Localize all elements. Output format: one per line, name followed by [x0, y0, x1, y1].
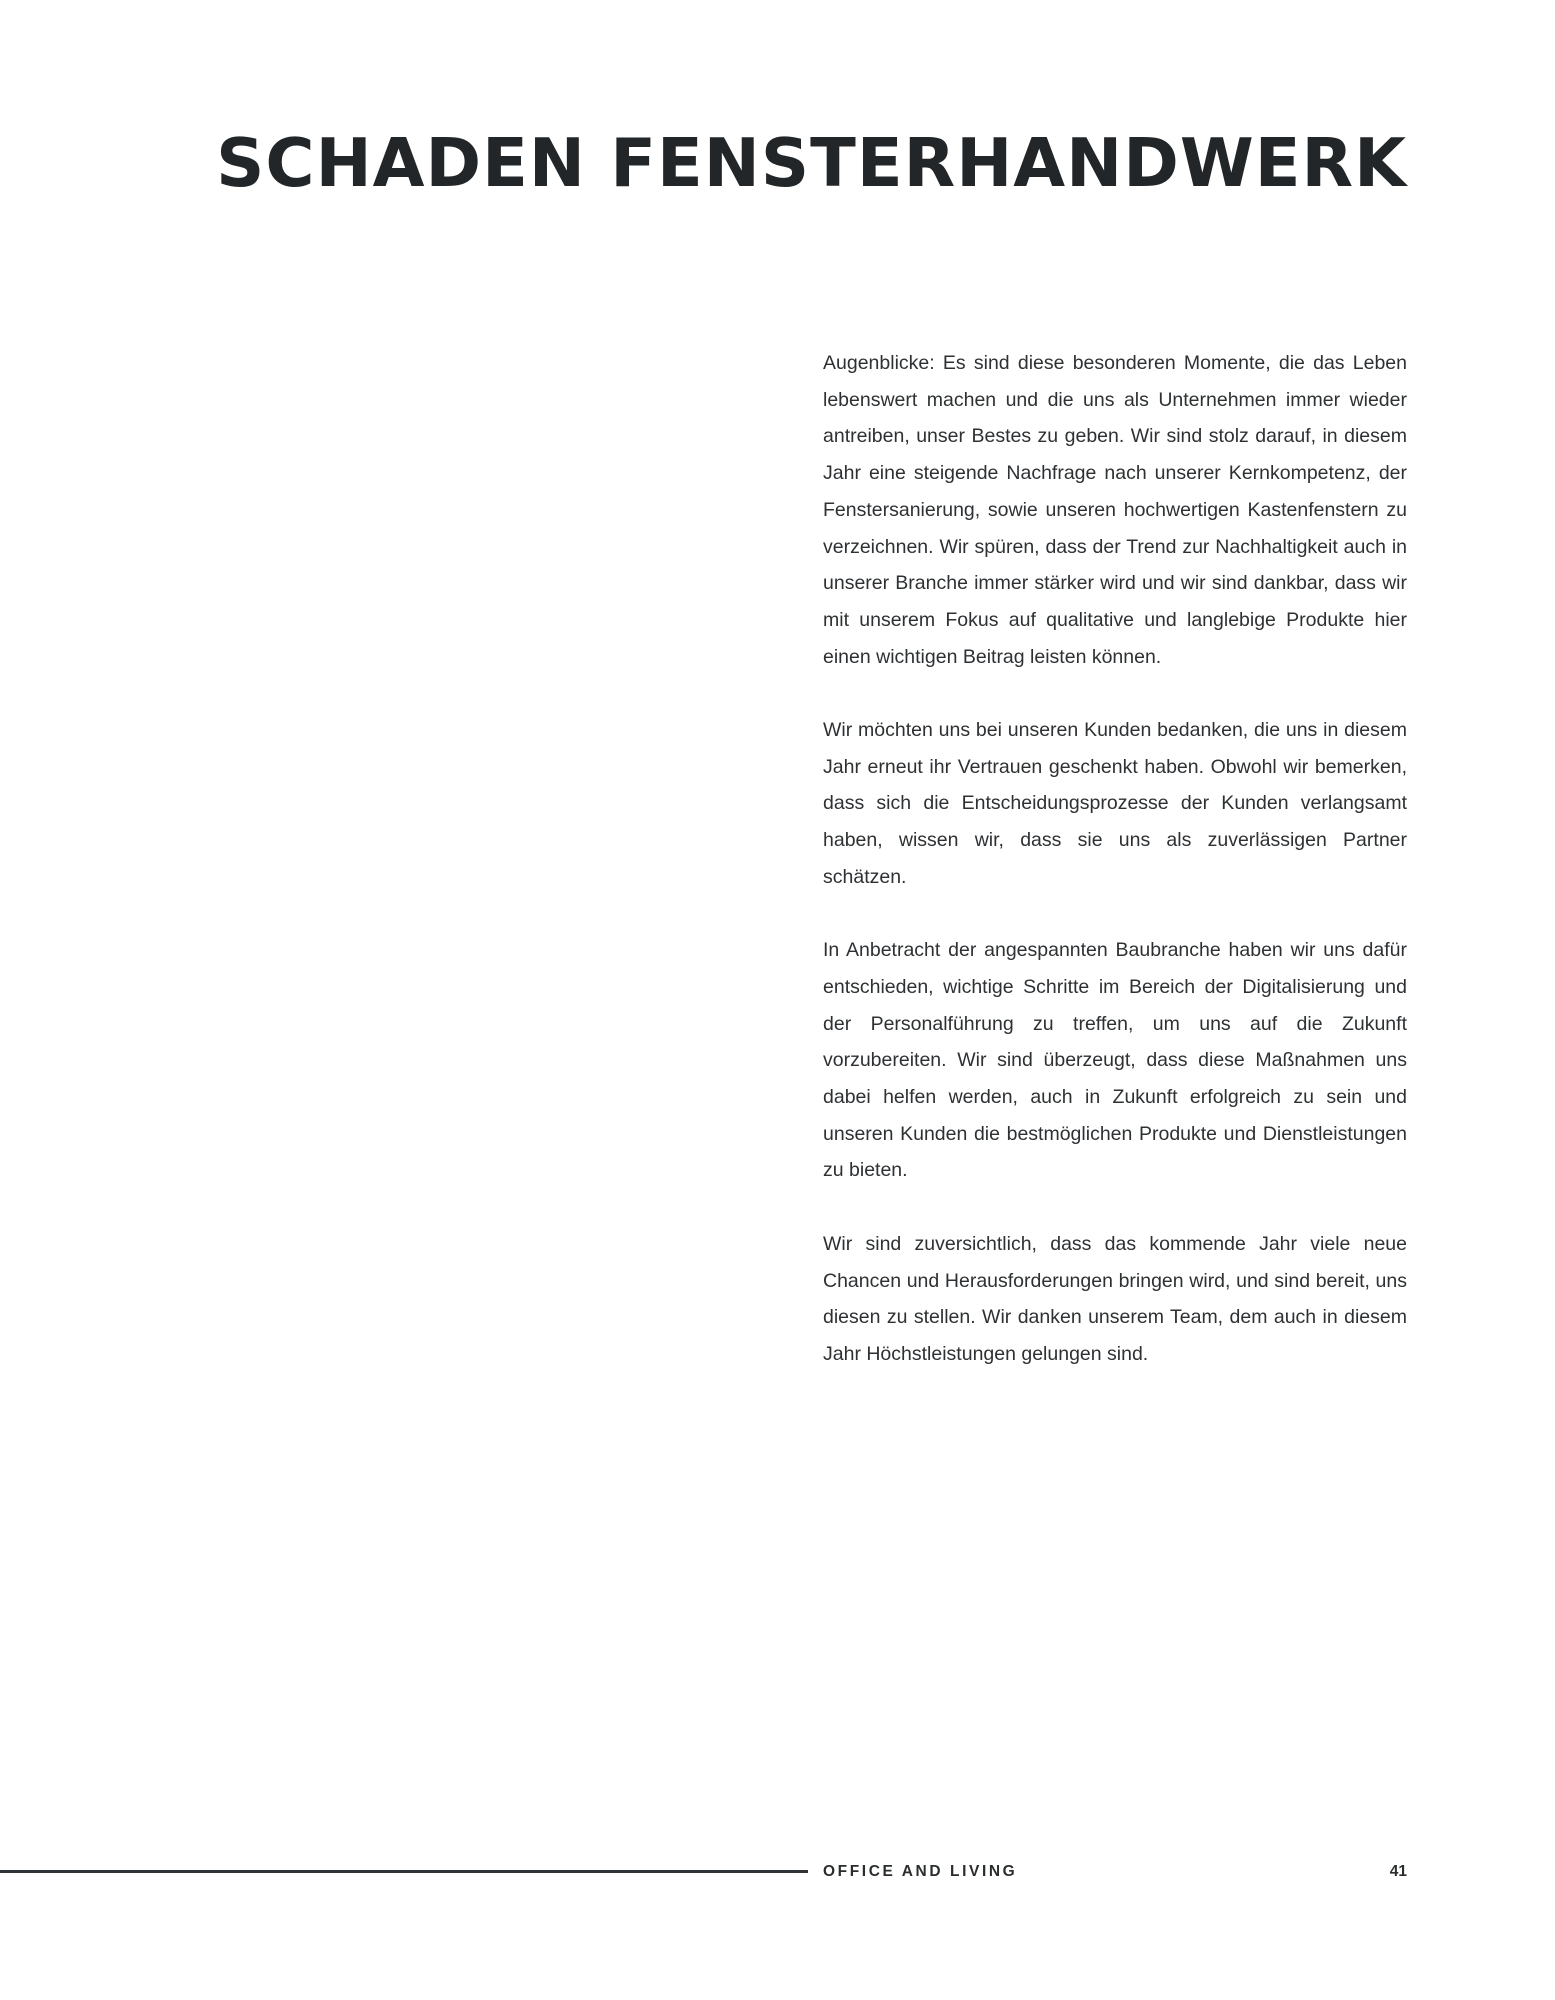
- footer-section-label: OFFICE AND LIVING: [823, 1863, 1018, 1880]
- body-text-column: [823, 345, 1407, 1409]
- page-number: 41: [1389, 1863, 1407, 1880]
- paragraph-2: Wir möchten uns bei unseren Kunden bedanken, die uns in diesem Jahr erneut ihr Vertrauen geschenkt haben. Obwohl wir bemerken, dass sich die Entscheidungsprozesse der Kunden verlangsamt haben, wissen wir, dass sie uns als zuverlässigen Partner schätzen.: [823, 719, 1407, 888]
- paragraph-4: Wir sind zuversichtlich, dass das kommende Jahr viele neue Chancen und Herausforderungen bringen wird, und sind bereit, uns diesen zu stellen. Wir danken unserem Team, dem auch in diesem Jahr Höchstleistungen gelungen sind.: [823, 1232, 1407, 1365]
- page-title: SCHADEN FENSTERHANDWERK: [216, 124, 1407, 202]
- footer-divider-line: [0, 1870, 808, 1873]
- paragraph-1: Augenblicke: Es sind diese besonderen Momente, die das Leben lebenswert machen und die uns als Unternehmen immer wieder antreiben, unser Bestes zu geben. Wir sind stolz darauf, in diesem Jahr eine steigende Nachfrage nach unserer Kernkompetenz, der Fenstersanierung, sowie unseren hochwertigen Kastenfenstern zu verzeichnen. Wir spüren, dass der Trend zur Nachhaltigkeit auch in unserer Branche immer stärker wird und wir sind dankbar, dass wir mit unserem Fokus auf qualitative und langlebige Produkte hier einen wichtigen Beitrag leisten können.: [823, 352, 1407, 668]
- paragraph-3: In Anbetracht der angespannten Baubranche haben wir uns dafür entschieden, wichtige Schritte im Bereich der Digitalisierung und der Personalführung zu treffen, um uns auf die Zukunft vorzubereiten. Wir sind überzeugt, dass diese Maßnahmen uns dabei helfen werden, auch in Zukunft erfolgreich zu sein und unseren Kunden die bestmöglichen Produkte und Dienstleistungen zu bieten.: [823, 939, 1407, 1182]
